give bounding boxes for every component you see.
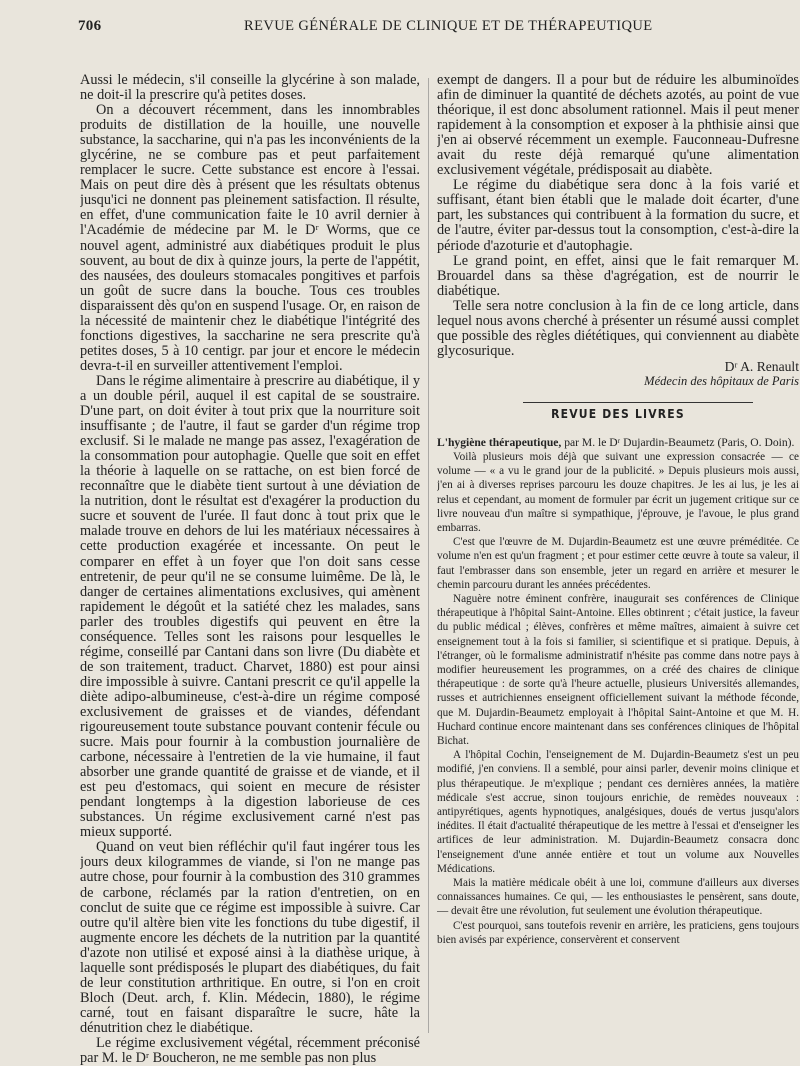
book-title: L'hygiène thérapeutique, [437,435,562,449]
paragraph: Le régime exclusivement végétal, récemment préconisé par M. le Dʳ Boucheron, ne me semble pas non plus [80,1035,420,1066]
review-paragraph: A l'hôpital Cochin, l'enseignement de M. Dujardin-Beaumetz s'est un peu modifié, j'en conviens. Il a semblé, pour ainsi parler, devenir moins clinique et plus thérapeutique. Je m'explique ; pendant ces dernières années, la matière médicale s'est accrue, sinon toujours enrichie, de remèdes nouveaux : antipyrétiques, agents hypnotiques, analgésiques, doués de vertus jusqu'alors inédites. Il était d'actualité thérapeutique de les mettre à l'essai et d'enseigner les artifices de leur administration. M. Dujardin-Beaumetz consacra donc l'enseignement d'une année entière et tout un volume aux Nouvelles Médications. [437,749,799,875]
running-title: REVUE GÉNÉRALE DE CLINIQUE ET DE THÉRAPEUTIQUE [244,18,653,34]
book-citation [437,435,799,450]
paragraph: Le grand point, en effet, ainsi que le fait remarquer M. Brouardel dans sa thèse d'agrégation, est de nourrir le diabétique. [437,252,799,299]
book-author: par M. le Dʳ Dujardin-Beaumetz [564,435,715,449]
review-paragraph: Voilà plusieurs mois déjà que suivant une expression consacrée — ce volume — « a vu le grand jour de la publicité. » Depuis plusieurs mois aussi, j'en ai à diverses reprises parcouru les douze chapitres. Je les ai lus, je les ai relus et cependant, au moment de formuler par écrit un jugement critique sur ce livre nouveau d'un maître si sympathique, j'éprouve, je l'avoue, le plus grand embarras. [437,450,799,534]
paragraph: Aussi le médecin, s'il conseille la glycérine à son malade, ne doit-il la prescrire qu'à petites doses. [80,73,420,104]
section-title: REVUE DES LIVRES [551,406,685,421]
left-column [80,73,420,1066]
page-header [78,18,800,40]
review-paragraph: C'est que l'œuvre de M. Dujardin-Beaumetz est une œuvre préméditée. Ce volume n'en est qu'un fragment ; et pour estimer cette œuvre à toute sa valeur, il faut l'embrasser dans son ensemble, jeter un regard en arrière et mesurer le chemin parcouru durant les années précédentes. [437,536,799,591]
paragraph: Telle sera notre conclusion à la fin de ce long article, dans lequel nous avons cherché à présenter un résumé aussi complet que possible des règles diététiques, qui conviennent au diabète glycosurique. [437,297,799,359]
paragraph: Quand on veut bien réfléchir qu'il faut ingérer tous les jours deux kilogrammes de viande, si l'on ne mange pas autre chose, pour fournir à la combustion des 310 grammes de carbone, réclamés par la ration d'entretien, on en conclut de suite que ce régime est impossible à suivre. Car outre qu'il altère bien vite les fonctions du tube digestif, il augmente encore les déchets de la nutrition par la quantité d'azote non utilisé et exposé ainsi à la diathèse urique, à laquelle sont prédisposés le plupart des diabétiques, du fait de leur constitution arthritique. En outre, si l'on en croit Bloch (Deut. arch, f. Klin. Médecin, 1880), le régime carné, tout en faisant disparaître le sucre, hâte la dénutrition chez le diabétique. [80,839,420,1036]
section-rule [523,402,753,403]
author-title: Médecin des hôpitaux de Paris [644,373,799,388]
review-paragraph: C'est pourquoi, sans toutefois revenir en arrière, les praticiens, gens toujours bien avisés par expérience, conservèrent et conservent [437,919,799,946]
book-publisher: (Paris, O. Doin). [717,435,795,449]
author-signature: Dʳ A. Renault [724,358,799,374]
paragraph: exempt de dangers. Il a pour but de réduire les albuminoïdes afin de diminuer la quantité de déchets azotés, au point de vue théorique, il est donc absolument rationnel. Mais il peut mener rapidement à la consomption et exposer à la phthisie ainsi que j'en ai observé récemment un exemple. Fauconneau-Dufresne avait du reste déjà remarqué qu'une alimentation exclusivement végétale, prédisposait au diabète. [437,73,799,179]
review-paragraph: Naguère notre éminent confrère, inaugurait ses conférences de Clinique thérapeutique à l'hôpital Saint-Antoine. Elles obtinrent ; c'était justice, la faveur du public médical ; élèves, confrères et même maîtres, aimaient à suivre cet enseignement tout à la fois si familier, si scientifique et si pratique. Depuis, à l'étranger, où le formalisme administratif n'hésite pas comme dans notre pays à modifier heureusement les programmes, on a créé des chaires de clinique thérapeutique : de sorte qu'à l'heure actuelle, plusieurs Universités allemandes, russes et autrichiennes enseignent officiellement suivant la méthode féconde, que M. Dujardin-Beaumetz employait à l'hôpital Saint-Antoine et que M. H. Huchard continue encore maintenant dans ses conférences cliniques de l'hôpital Bichat. [437,592,799,747]
paragraph: Le régime du diabétique sera donc à la fois varié et suffisant, étant bien établi que le malade doit écarter, d'une part, les substances qui contribuent à la formation du sucre, et de l'autre, éviter par-dessus tout la consomption, c'est-à-dire la période d'azoturie et d'autophagie. [437,177,799,254]
review-paragraph: Mais la matière médicale obéit à une loi, commune d'ailleurs aux diverses connaissances humaines. Ce qui, — les enthousiastes le pensèrent, sans doute, — devait être une révolution, fut seulement une évolution thérapeutique. [437,876,799,918]
paragraph: Dans le régime alimentaire à prescrire au diabétique, il y a un double péril, auquel il est capital de se soustraire. D'une part, on doit éviter à tout prix que la nourriture soit insuffisante ; de l'autre, il faut se garder d'un régime trop exclusif. Si le malade ne mange pas assez, l'exagération de la consommation pour autophagie. Quelle que soit en effet la théorie à laquelle on se rattache, on est bien forcé de reconnaître que le diabète tient surtout à une déviation de la nutrition, dont le résultat est d'exagérer la production du sucre et souvent de l'urée. Il faut donc à tout prix que le malade trouve en dehors de lui les matériaux nécessaires à cette production exagérée et incessante. On peut le comparer en effet à un foyer que l'on doit sans cesse entretenir, de peur qu'il ne se consume luimême. De là, le danger de certaines alimentations exclusives, qui amènent rapidement le dégoût et la satiété chez les malades, sans parler des troubles digestifs qui peuvent en être la conséquence. Telles sont les raisons pour lesquelles le régime, conseillé par Cantani dans son livre (Du diabète et de son traitement, traduct. Charvet, 1880) est pour ainsi dire impossible à suivre. Cantani prescrit ce qu'il appelle la diète adipo-albumineuse, c'est-à-dire un régime composé exclusivement de graisses et de viandes, défendant rigoureusement toute substance pouvant contenir fécule ou sucre. Mais pour fournir à la combustion journalière de carbone, nécessaire à l'entretien de la vie humaine, il faut absorber une grande quantité de graisse et de viande, et il est peu d'estomacs, qui soient en mecure de résister pendant longtemps à la digestion laborieuse de ces substances. Un régime exclusivement carné n'est pas mieux supporté. [80,372,420,841]
page-number: 706 [78,18,102,34]
right-column [437,73,799,947]
paragraph: On a découvert récemment, dans les innombrables produits de distillation de la houille, une nouvelle substance, la saccharine, qui n'a pas les inconvénients de la glycérine, ne se combure pas et peut parfaitement remplacer le sucre. Cette substance est encore à l'essai. Mais on peut dire dès à présent que les résultats obtenus jusqu'ici ne donnent pas pleinement satisfaction. Il résulte, en effet, d'une communication faite le 10 avril dernier à l'Académie de médecine par M. le Dʳ Worms, que ce nouvel agent, administré aux diabétiques produit le plus souvent, au bout de dix à quinze jours, la perte de l'appétit, des nausées, des douleurs stomacales pongitives et parfois un goût de sucre dans la bouche. Tous ces troubles disparaissent dès qu'on en suspend l'usage. Or, en raison de la nécessité de maintenir chez le diabétique l'intégrité des fonctions digestives, la saccharine ne sera prescrite qu'à petites doses, 5 à 10 centigr. par jour et encore le médecin devra-t-il en surveiller attentivement l'emploi. [80,102,420,374]
column-divider [428,78,429,1033]
